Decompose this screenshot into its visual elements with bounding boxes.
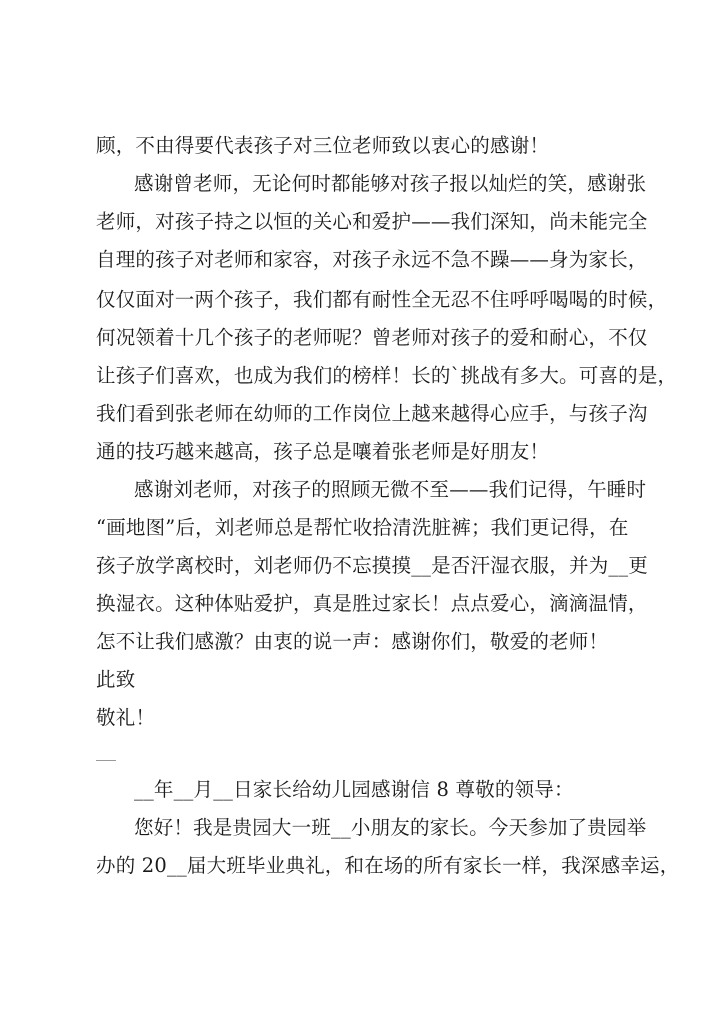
paragraph-line: 让孩子们喜欢，也成为我们的榜样！长的`挑战有多大。可喜的是， [96,364,678,387]
paragraph-line: 换湿衣。这种体贴爱护，真是胜过家长！点点爱心，滴滴温情， [96,592,648,615]
paragraph-line: 感谢刘老师，对孩子的照顾无微不至——我们记得，午睡时 [134,478,647,501]
paragraph-line: 仅仅面对一两个孩子，我们都有耐性全无忍不住呼呼喝喝的时候， [96,288,668,311]
paragraph-line: 老师，对孩子持之以恒的关心和爱护——我们深知，尚未能完全 [96,210,648,233]
paragraph-line: 您好！我是贵园大一班__小朋友的家长。今天参加了贵园举 [134,816,647,839]
paragraph-line: “画地图”后，刘老师总是帮忙收拾清洗脏裤；我们更记得，在 [96,516,629,539]
paragraph-line: 何况领着十几个孩子的老师呢？曾老师对孩子的爱和耐心，不仅 [96,326,648,349]
paragraph-line: 感谢曾老师，无论何时都能够对孩子报以灿烂的笑，感谢张 [134,172,647,195]
paragraph-line: 自理的孩子对老师和家容，对孩子永远不急不躁——身为家长， [96,248,648,271]
paragraph-line: 顾，不由得要代表孩子对三位老师致以衷心的感谢！ [96,134,550,157]
paragraph-line: 怎不让我们感激？由衷的说一声：感谢你们，敬爱的老师！ [96,630,609,653]
paragraph-line: 办的 20__届大班毕业典礼，和在场的所有家长一样，我深感幸运， [96,854,680,877]
paragraph-line: 我们看到张老师在幼师的工作岗位上越来越得心应手，与孩子沟 [96,402,648,425]
closing-salutation: 此致 [96,668,136,691]
paragraph-line: 通的技巧越来越高，孩子总是嚷着张老师是好朋友！ [96,440,550,463]
paragraph-line: 孩子放学离校时，刘老师仍不忘摸摸__是否汗湿衣服，并为__更 [96,554,649,577]
closing-regards: 敬礼！ [96,706,156,729]
letter-heading-line: __年__月__日家长给幼儿园感谢信 8 尊敬的领导： [134,778,574,801]
section-divider [96,760,116,761]
